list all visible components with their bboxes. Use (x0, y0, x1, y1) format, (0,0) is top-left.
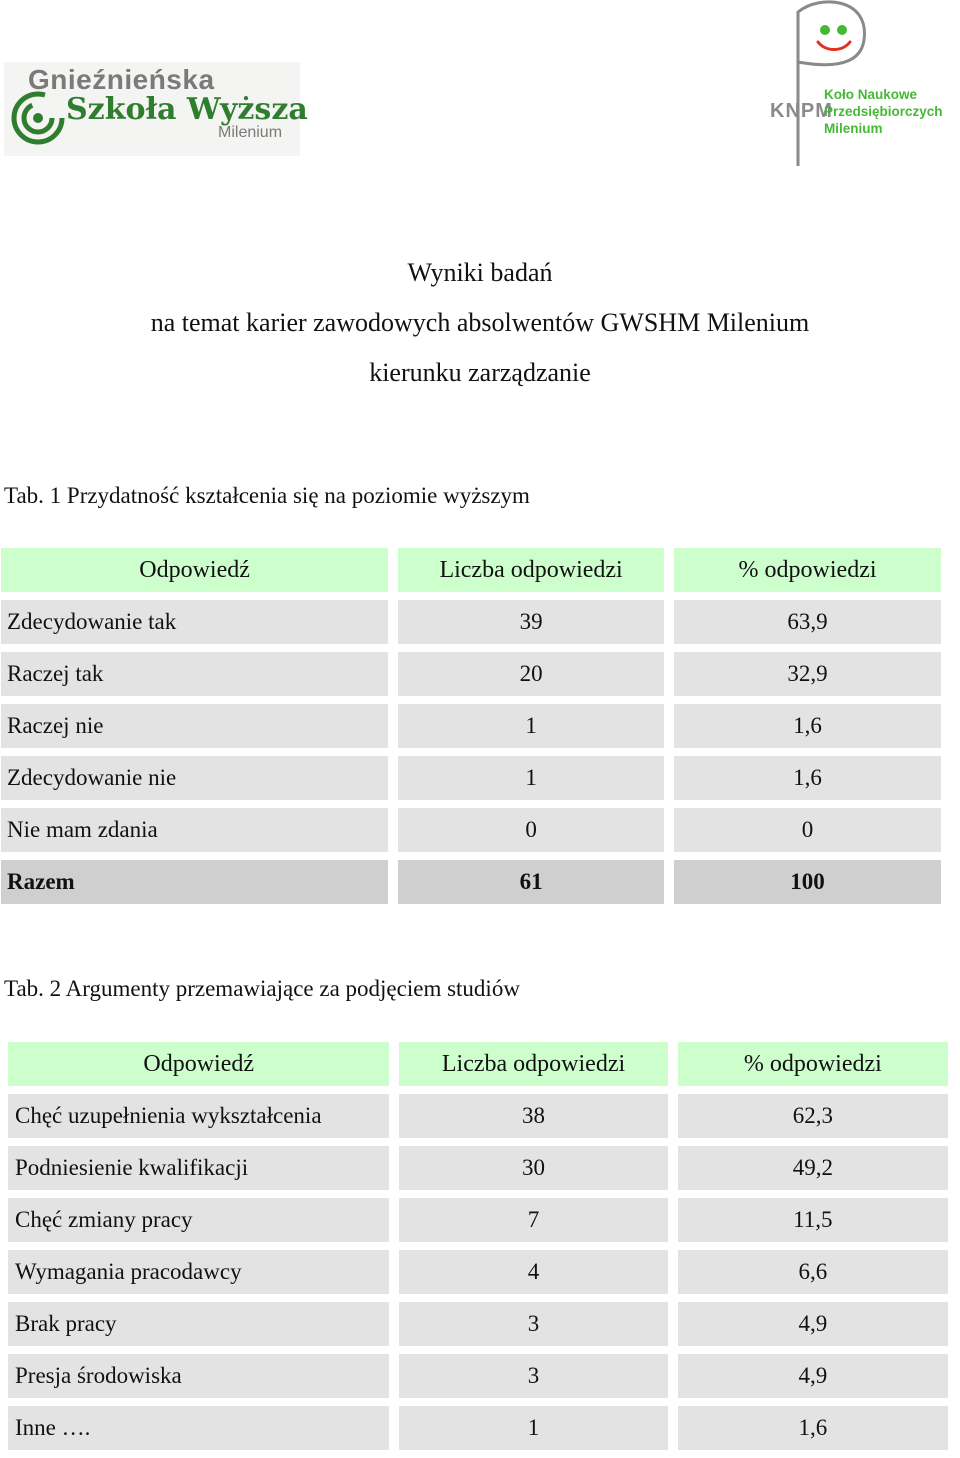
header-cell: Liczba odpowiedzi (399, 1042, 667, 1086)
percent-cell: 0 (674, 808, 941, 852)
percent-cell: 63,9 (674, 600, 941, 644)
count-cell: 4 (399, 1250, 667, 1294)
count-cell: 1 (398, 756, 664, 800)
count-cell: 20 (398, 652, 664, 696)
table2 (0, 1034, 958, 1458)
table2-caption: Tab. 2 Argumenty przemawiające za podjęciem studiów (4, 976, 520, 1001)
table-row (1, 704, 941, 748)
logo-line-1: Gnieźnieńska (28, 64, 215, 95)
knpm-logo (760, 0, 956, 168)
answer-cell: Wymagania pracodawcy (8, 1250, 389, 1294)
percent-cell: 4,9 (678, 1354, 948, 1398)
table-header-row (8, 1042, 948, 1086)
answer-cell: Chęć zmiany pracy (8, 1198, 389, 1242)
count-cell: 3 (399, 1302, 667, 1346)
table-row (8, 1094, 948, 1138)
title-line-1: Wyniki badań (407, 258, 553, 287)
percent-cell: 62,3 (678, 1094, 948, 1138)
percent-cell: 6,6 (678, 1250, 948, 1294)
table-total-row (1, 860, 941, 904)
title-line-2: na temat karier zawodowych absolwentów GWSHM Milenium (150, 308, 810, 337)
header-cell: % odpowiedzi (678, 1042, 948, 1086)
knpm-line-2: Przedsiębiorczych (824, 104, 943, 119)
count-cell: 7 (399, 1198, 667, 1242)
count-cell: 1 (398, 704, 664, 748)
total-count-cell: 61 (398, 860, 664, 904)
gwsh-milenium-logo (4, 62, 308, 156)
table-row (8, 1406, 948, 1450)
answer-cell: Nie mam zdania (1, 808, 388, 852)
header-cell: Odpowiedź (1, 548, 388, 592)
page-title (0, 248, 960, 398)
count-cell: 38 (399, 1094, 667, 1138)
count-cell: 0 (398, 808, 664, 852)
table-row (1, 600, 941, 644)
total-label-cell: Razem (1, 860, 388, 904)
table1-caption: Tab. 1 Przydatność kształcenia się na poziomie wyższym (4, 483, 530, 508)
percent-cell: 49,2 (678, 1146, 948, 1190)
knpm-abbr: KNPM (770, 100, 833, 122)
total-percent-cell: 100 (674, 860, 941, 904)
table-row (8, 1146, 948, 1190)
percent-cell: 1,6 (674, 756, 941, 800)
logo-line-2: Szkoła Wyższa (66, 92, 308, 127)
percent-cell: 1,6 (674, 704, 941, 748)
answer-cell: Presja środowiska (8, 1354, 389, 1398)
table-header-row (1, 548, 941, 592)
percent-cell: 32,9 (674, 652, 941, 696)
title-line-3: kierunku zarządzanie (369, 358, 591, 387)
table1 (0, 540, 951, 912)
percent-cell: 11,5 (678, 1198, 948, 1242)
answer-cell: Raczej tak (1, 652, 388, 696)
count-cell: 3 (399, 1354, 667, 1398)
table-row (8, 1198, 948, 1242)
percent-cell: 1,6 (678, 1406, 948, 1450)
answer-cell: Zdecydowanie nie (1, 756, 388, 800)
knpm-line-3: Milenium (824, 121, 883, 136)
header-cell: Liczba odpowiedzi (398, 548, 664, 592)
answer-cell: Inne …. (8, 1406, 389, 1450)
count-cell: 39 (398, 600, 664, 644)
answer-cell: Zdecydowanie tak (1, 600, 388, 644)
table-row (8, 1250, 948, 1294)
percent-cell: 4,9 (678, 1302, 948, 1346)
table-row (8, 1302, 948, 1346)
answer-cell: Podniesienie kwalifikacji (8, 1146, 389, 1190)
smiley-p-logo-icon (760, 0, 956, 168)
table-row (1, 756, 941, 800)
table-row (1, 652, 941, 696)
knpm-line-1: Koło Naukowe (824, 87, 918, 102)
answer-cell: Chęć uzupełnienia wykształcenia (8, 1094, 389, 1138)
count-cell: 1 (399, 1406, 667, 1450)
count-cell: 30 (399, 1146, 667, 1190)
header-cell: % odpowiedzi (674, 548, 941, 592)
knpm-name (824, 86, 943, 137)
answer-cell: Raczej nie (1, 704, 388, 748)
answer-cell: Brak pracy (8, 1302, 389, 1346)
logo-line-3: Milenium (218, 124, 283, 141)
header-cell: Odpowiedź (8, 1042, 389, 1086)
table-row (8, 1354, 948, 1398)
table-row (1, 808, 941, 852)
